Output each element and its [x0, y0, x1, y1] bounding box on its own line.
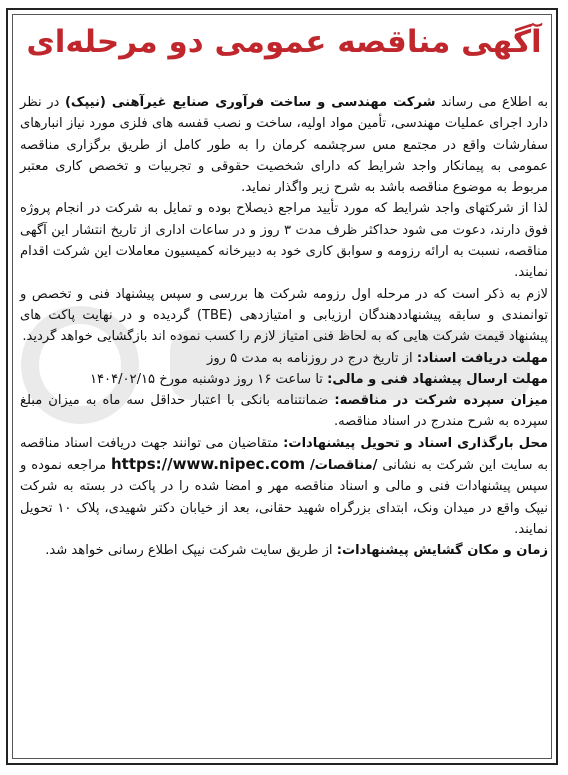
- deposit: [20, 390, 548, 433]
- submission-location: [20, 433, 548, 540]
- notice-title: آگهی مناقصه عمومی دو مرحله‌ای: [26, 24, 542, 60]
- intro-text-rest: در نظر دارد اجرای عملیات مهندسی، تأمین مواد اولیه، ساخت و نصب قفسه های فلزی مورد نیاز انبارهای سفارشات واقع در مجتمع مس سرچشمه کرمان را به طور کامل از طریق برگزاری مناقصه عمومی به پیمانکار واجد شرایط که دارای شخصیت حقوقی و تجربیات و تخصص کاری معتبر مربوط به موضوع مناقصه باشد به شرح زیر واگذار نماید.: [20, 95, 548, 196]
- deadline-send-label: مهلت ارسال پیشنهاد فنی و مالی:: [327, 371, 548, 387]
- location-text: متقاضیان می توانند جهت دریافت اسناد مناقصه به سایت این شرکت به نشانی: [20, 435, 548, 474]
- company-name: شرکت مهندسی و ساخت فرآوری صنایع غیرآهنی (نیپک): [64, 95, 436, 110]
- paragraph-intro: [20, 92, 548, 198]
- deadline-send: [20, 369, 548, 390]
- opening-label: زمان و مکان گشایش پیشنهادات:: [336, 543, 548, 559]
- deposit-label: میزان سپرده شرکت در مناقصه:: [334, 393, 548, 409]
- deadline-send-value: تا ساعت ۱۶ روز دوشنبه مورخ ۱۴۰۴/۰۲/۱۵: [89, 371, 328, 387]
- paragraph-invitation: لذا از شرکتهای واجد شرایط که مورد تأیید مراجع ذیصلاح بوده و تمایل به شرکت در انجام پروژه فوق دارند، دعوت می شود حداکثر ظرف مدت ۳ روز و در ساعات اداری از تاریخ انتشار این آگهی مناقصه، نسبت به ارائه رزومه و سوابق کاری خود به دبیرخانه کمیسیون معاملات این شرکت اقدام نمایند.: [20, 201, 548, 281]
- tenders-path: /مناقصات/: [309, 458, 378, 474]
- paragraph-evaluation: لازم به ذکر است که در مرحله اول رزومه شرکت ها بررسی و سپس پیشنهاد فنی و تخصص و توانمندی و سابقه پیشنهاددهندگان ارزیابی و امتیازدهی (TBE) گردیده و در نهایت پاکت های پیشنهاد قیمت شرکت هایی که به لحاظ فنی امتیاز لازم را کسب نموده اند بازگشایی خواهد گردید.: [20, 286, 548, 345]
- opening-info: [20, 540, 548, 561]
- location-text-rest: مراجعه نموده و سپس پیشنهادات فنی و مالی و اسناد مناقصه مهر و امضا شده را در پاکت در بسته به شرکت نیپک واقع در میدان ونک، ابتدای بزرگراه شهید حقانی، بعد از خیابان دکتر شهیدی، پلاک ۱۰ تحویل نمایند.: [20, 458, 548, 537]
- intro-text: به اطلاع می رساند: [435, 95, 548, 110]
- deadline-receive: [20, 348, 548, 369]
- location-label: محل بارگذاری اسناد و تحویل پیشنهادات:: [283, 435, 548, 451]
- deadline-receive-value: از تاریخ درج در روزنامه به مدت ۵ روز: [207, 350, 417, 366]
- notice-body: [20, 92, 548, 562]
- deadline-receive-label: مهلت دریافت اسناد:: [416, 350, 548, 366]
- deposit-value: ضمانتنامه بانکی با اعتبار حداقل سه ماه به میزان مبلغ سپرده به شرح مندرج در اسناد مناقصه.: [20, 393, 548, 430]
- website-link[interactable]: https://www.nipec.com: [110, 455, 306, 474]
- opening-value: از طریق سایت شرکت نیپک اطلاع رسانی خواهد شد.: [45, 543, 337, 559]
